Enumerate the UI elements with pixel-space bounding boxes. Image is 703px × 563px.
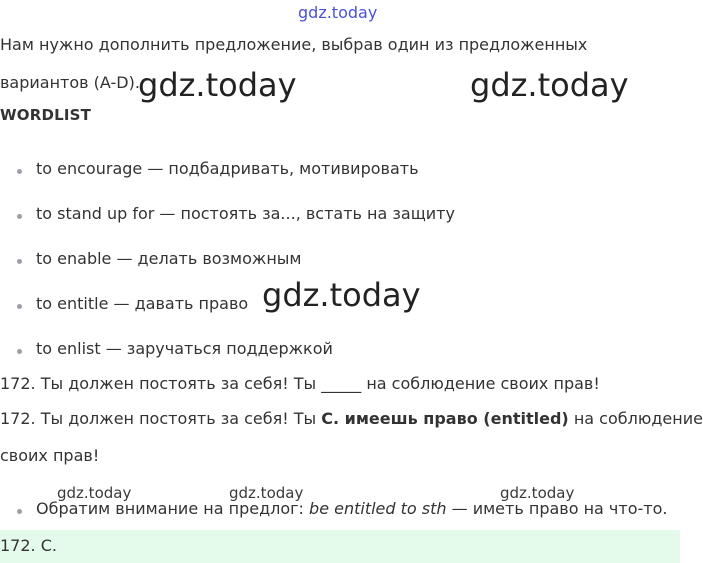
note xyxy=(36,499,667,518)
final-answer: 172. C. xyxy=(0,536,57,555)
watermark-big-2: gdz.today xyxy=(470,66,629,104)
watermark-big-1: gdz.today xyxy=(138,66,297,104)
answer-prefix: 172. Ты должен постоять за себя! Ты xyxy=(0,409,322,428)
list-item: to enable — делать возможным xyxy=(36,249,302,268)
intro-line-2: вариантов (A-D). xyxy=(0,73,140,92)
task-answer-line-1 xyxy=(0,409,703,428)
bullet-icon xyxy=(17,349,22,354)
watermark-small-3: gdz.today xyxy=(500,484,575,502)
watermark-small-2: gdz.today xyxy=(229,484,304,502)
wordlist-heading: WORDLIST xyxy=(0,106,92,124)
intro-line-1: Нам нужно дополнить предложение, выбрав один из предложенных xyxy=(0,35,588,54)
watermark-top: gdz.today xyxy=(298,3,378,22)
answer-suffix: на соблюдение xyxy=(568,409,703,428)
watermark-big-3: gdz.today xyxy=(262,276,421,314)
list-item: to enlist — заручаться поддержкой xyxy=(36,339,333,358)
note-suffix: — иметь право на что-то. xyxy=(446,499,668,518)
watermark-small-1: gdz.today xyxy=(57,484,132,502)
task-question: 172. Ты должен постоять за себя! Ты _____ на соблюдение своих прав! xyxy=(0,374,600,393)
bullet-icon xyxy=(17,304,22,309)
bullet-icon xyxy=(17,169,22,174)
task-answer-line-2: своих прав! xyxy=(0,446,100,465)
list-item: to encourage — подбадривать, мотивировать xyxy=(36,159,419,178)
note-prefix: Обратим внимание на предлог: xyxy=(36,499,310,518)
bullet-icon xyxy=(17,214,22,219)
list-item: to entitle — давать право xyxy=(36,294,249,313)
list-item: to stand up for — постоять за..., встать на защиту xyxy=(36,204,455,223)
bullet-icon xyxy=(17,509,22,514)
note-phrase: be entitled to sth xyxy=(309,499,447,518)
answer-highlight: C. имеешь право (entitled) xyxy=(321,409,569,428)
bullet-icon xyxy=(17,259,22,264)
answer-band xyxy=(0,530,680,563)
